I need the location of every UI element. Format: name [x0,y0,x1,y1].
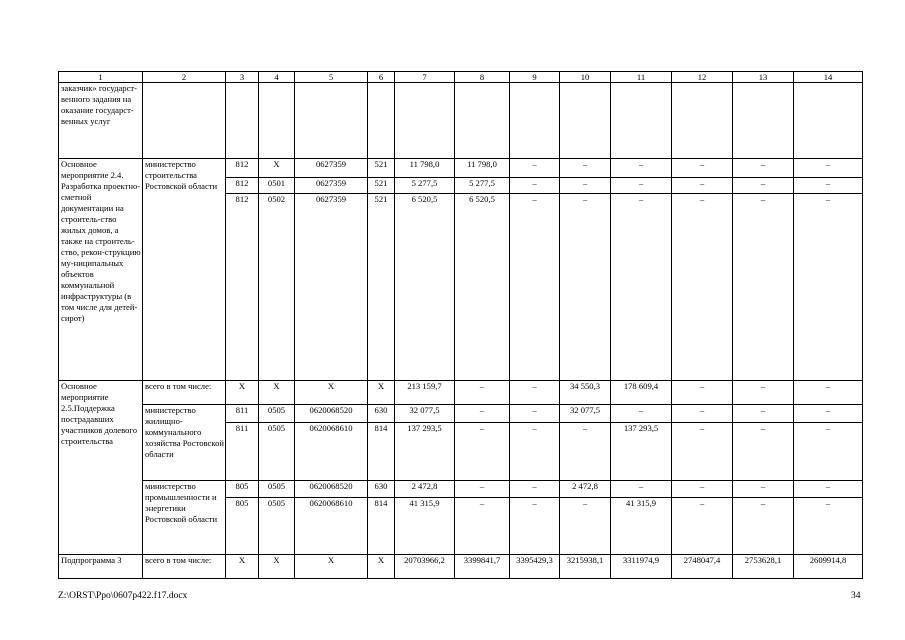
col-header: 7 [395,72,455,83]
col-header: 10 [560,72,611,83]
cell-value: – [510,423,560,481]
cell-grbs: 812 [226,178,259,194]
footer-file-path: Z:\ORST\Ppo\0607p422.f17.docx [58,591,188,601]
cell-total: 20703966,2 [395,555,455,579]
cell-vr: 521 [368,159,395,178]
cell-value: – [611,481,672,498]
cell-total: 137 293,5 [395,423,455,481]
cell-value: 3311974,9 [611,555,672,579]
cell-value: – [733,381,794,405]
cell-value: – [611,405,672,423]
cell-value: – [611,159,672,178]
cell-vr: 630 [368,405,395,423]
col-header: 3 [226,72,259,83]
cell-value: – [560,498,611,555]
cell-total: 32 077,5 [395,405,455,423]
cell-value: – [611,194,672,381]
cell-rzpr: 0505 [259,423,295,481]
cell-rzpr: 0501 [259,178,295,194]
cell-value: – [560,178,611,194]
cell-rzpr: 0505 [259,498,295,555]
cell-value: – [794,481,863,498]
cell-csr: X [295,381,368,405]
cell-value: – [510,405,560,423]
cell-csr: 0627359 [295,178,368,194]
col-header: 8 [455,72,510,83]
cell-value: – [455,405,510,423]
cell-value: – [510,381,560,405]
cell-grbs: 812 [226,159,259,178]
cell-value: 5 277,5 [455,178,510,194]
cell-value: 2 472,8 [560,481,611,498]
measure-label: Основное мероприятие 2.5.Поддержка пострадавших участников долевого строительства [59,381,143,555]
cell-value: – [510,159,560,178]
cell-value: – [672,405,733,423]
cell-value: – [672,159,733,178]
cell-value: – [733,405,794,423]
cell-value: 41 315,9 [611,498,672,555]
col-header: 1 [59,72,143,83]
cell-value: – [560,423,611,481]
header-row [59,72,863,83]
cell-value: – [733,498,794,555]
col-header: 9 [510,72,560,83]
cell-value: 137 293,5 [611,423,672,481]
cell-vr: X [368,381,395,405]
cell-value: 2753628,1 [733,555,794,579]
cell-rzpr: 0505 [259,481,295,498]
cell-total: 5 277,5 [395,178,455,194]
cell-rzpr: 0505 [259,405,295,423]
page-number: 34 [851,591,861,601]
measure-label: Основное мероприятие 2.4. Разработка проектно-сметной документации на строитель-ство жилых домов, а также на строитель-ство, рекон-струкцию му-ниципальных объектов коммунальной инфраструктуры (в том числе для детей-сирот) [59,159,143,381]
cell-value: – [672,381,733,405]
cell-rzpr: X [259,555,295,579]
cell-rzpr: 0502 [259,194,295,381]
cell-value: 3399841,7 [455,555,510,579]
cell-value: – [672,481,733,498]
cell-grbs: 805 [226,498,259,555]
table-row [59,405,863,423]
cell-value: – [510,481,560,498]
total-label: всего в том числе: [143,381,226,405]
cell-grbs: 812 [226,194,259,381]
cell-vr: 630 [368,481,395,498]
cell-value: 34 550,3 [560,381,611,405]
budget-table [58,71,863,579]
cell-grbs: 811 [226,405,259,423]
cell-value: 3395429,3 [510,555,560,579]
cell-total: 213 159,7 [395,381,455,405]
cell-csr: 0627359 [295,159,368,178]
cell-value: 6 520,5 [455,194,510,381]
cell-value: – [733,423,794,481]
cell-value: – [794,381,863,405]
cell-value: 32 077,5 [560,405,611,423]
cell-value: – [455,481,510,498]
executor-label: министерство жилищно-коммунального хозяйства Ростовской области [143,405,226,481]
subprogram-label: Подпрограмма 3 [59,555,143,579]
cell-value: – [794,194,863,381]
cell-value: – [455,498,510,555]
cell-csr: 0620068610 [295,423,368,481]
cell-value: – [794,159,863,178]
cell-vr: 814 [368,498,395,555]
cell-value: 3215938,1 [560,555,611,579]
col-header: 13 [733,72,794,83]
cell-vr: X [368,555,395,579]
cell-total: 2 472,8 [395,481,455,498]
cell-vr: 521 [368,178,395,194]
cell-value: – [733,194,794,381]
cell-grbs: 805 [226,481,259,498]
cell-value: – [611,178,672,194]
cell-value: 178 609,4 [611,381,672,405]
cell-value: 11 798,0 [455,159,510,178]
cell-value: 2748047,4 [672,555,733,579]
continued-label: заказчик» государст-венного задания на оказание государст-венных услуг [59,83,143,159]
cell-value: – [510,194,560,381]
cell-value: – [560,159,611,178]
cell-vr: 521 [368,194,395,381]
cell-value: – [510,178,560,194]
cell-grbs: X [226,381,259,405]
cell-value: – [672,194,733,381]
cell-grbs: X [226,555,259,579]
cell-value: – [672,498,733,555]
table-row [59,159,863,178]
total-label: всего в том числе: [143,555,226,579]
col-header: 2 [143,72,226,83]
table-row [59,83,863,159]
cell-csr: 0627359 [295,194,368,381]
table-row [59,555,863,579]
col-header: 11 [611,72,672,83]
cell-value: – [794,178,863,194]
cell-csr: 0620068610 [295,498,368,555]
cell-value: – [672,178,733,194]
cell-csr: 0620068520 [295,405,368,423]
executor-label: министерство строительства Ростовской области [143,159,226,381]
table-row [59,481,863,498]
col-header: 14 [794,72,863,83]
cell-value: – [733,159,794,178]
cell-csr: X [295,555,368,579]
table-row [59,381,863,405]
col-header: 6 [368,72,395,83]
cell-value: – [455,423,510,481]
cell-vr: 814 [368,423,395,481]
cell-total: 6 520,5 [395,194,455,381]
cell-value: – [455,381,510,405]
col-header: 5 [295,72,368,83]
col-header: 12 [672,72,733,83]
cell-value: – [794,423,863,481]
cell-rzpr: X [259,381,295,405]
cell-value: – [733,481,794,498]
cell-value: – [794,498,863,555]
col-header: 4 [259,72,295,83]
cell-value: – [733,178,794,194]
cell-total: 41 315,9 [395,498,455,555]
cell-grbs: 811 [226,423,259,481]
cell-rzpr: X [259,159,295,178]
executor-label: министерство промышленности и энергетики Ростовской области [143,481,226,555]
cell-value: – [560,194,611,381]
cell-value: – [510,498,560,555]
cell-value: 2609914,8 [794,555,863,579]
cell-csr: 0620068520 [295,481,368,498]
cell-value: – [794,405,863,423]
cell-total: 11 798,0 [395,159,455,178]
cell-value: – [672,423,733,481]
